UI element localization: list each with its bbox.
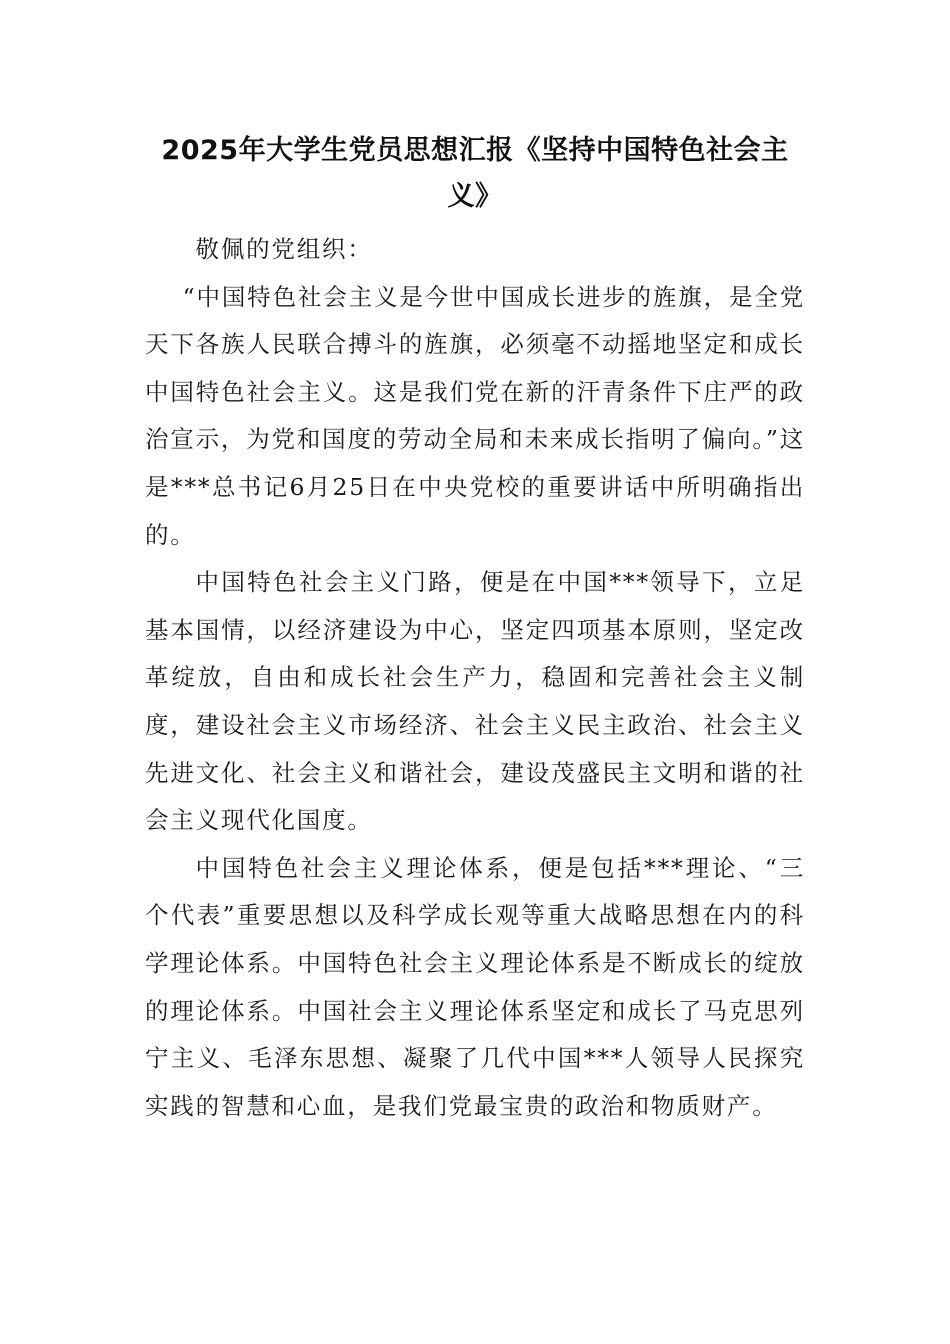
document-title: 2025年大学生党员思想汇报《坚持中国特色社会主义》 <box>161 135 789 212</box>
paragraph-2: 中国特色社会主义门路，便是在中国***领导下，立足基本国情，以经济建设为中心，坚定四项基本原则，坚定改革绽放，自由和成长社会生产力，稳固和完善社会主义制度，建设社会主义市场经济、社会主义民主政治、社会主义先进文化、社会主义和谐社会，建设茂盛民主文明和谐的社会主义现代化国度。 <box>145 568 805 835</box>
document-body <box>145 226 805 1130</box>
paragraph-3: 中国特色社会主义理论体系，便是包括***理论、“三个代表”重要思想以及科学成长观等重大战略思想在内的科学理论体系。中国特色社会主义理论体系是不断成长的绽放的理论体系。中国社会主义理论体系坚定和成长了马克思列宁主义、毛泽东思想、凝聚了几代中国***人领导人民探究实践的智慧和心血，是我们党最宝贵的政治和物质财产。 <box>145 853 805 1120</box>
paragraph-1: “中国特色社会主义是今世中国成长进步的旌旗，是全党天下各族人民联合搏斗的旌旗，必须毫不动摇地坚定和成长中国特色社会主义。这是我们党在新的汗青条件下庄严的政治宣示，为党和国度的劳动全局和未来成长指明了偏向。”这是***总书记6月25日在中央党校的重要讲话中所明确指出的。 <box>145 282 805 549</box>
salutation: 敬佩的党组织： <box>195 235 373 263</box>
